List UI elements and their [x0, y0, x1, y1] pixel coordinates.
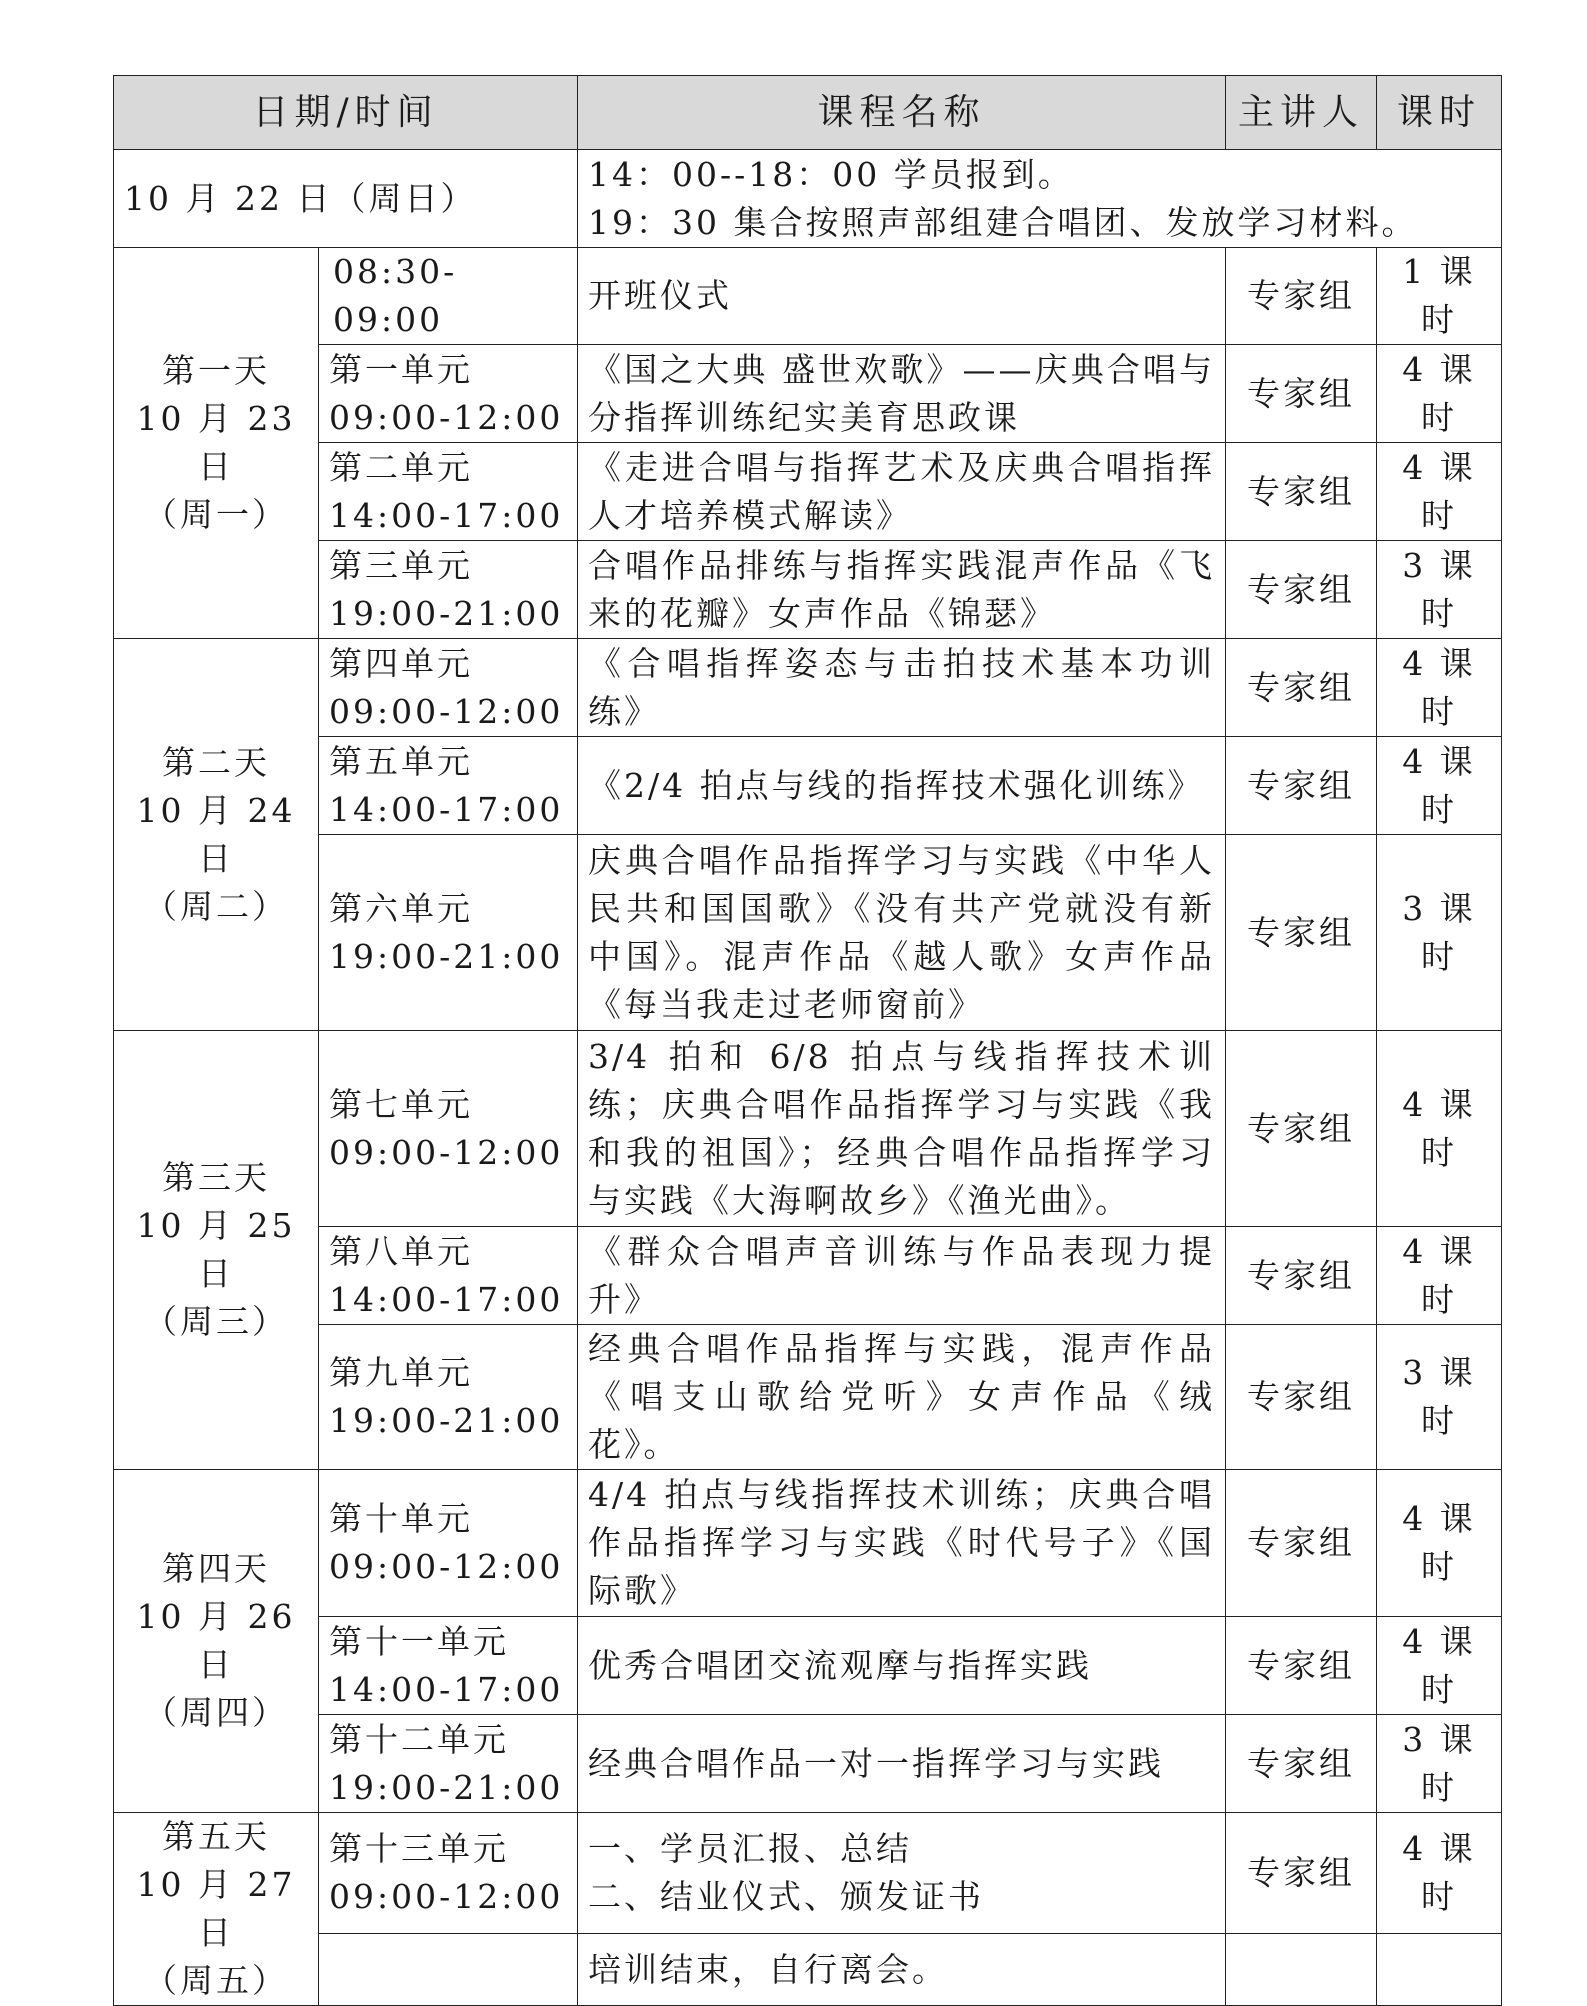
hours: 3 课时 [1377, 541, 1502, 639]
registration-row [114, 150, 1502, 248]
session-cell [319, 1813, 578, 1934]
day-cell [114, 639, 319, 1031]
lecturer: 专家组 [1226, 1715, 1377, 1813]
lecturer: 专家组 [1226, 1813, 1377, 1934]
header-lecturer: 主讲人 [1226, 76, 1377, 150]
session-time: 08:30-09:00 [319, 248, 578, 345]
table-row [114, 1617, 1502, 1715]
session-cell [319, 1617, 578, 1715]
day-date: 10 月 27 日 [136, 1865, 296, 1952]
course-line: 一、学员汇报、总结 [588, 1829, 913, 1869]
session-time: 19:00-21:00 [329, 1767, 564, 1807]
table-row [114, 1325, 1502, 1470]
course-name: 经典合唱作品一对一指挥学习与实践 [578, 1715, 1226, 1813]
hours: 3 课时 [1377, 1325, 1502, 1470]
session-cell [319, 1325, 578, 1470]
table-row [114, 1227, 1502, 1325]
session-time: 09:00-12:00 [329, 1547, 564, 1586]
course-name [578, 1813, 1226, 1934]
hours: 4 课时 [1377, 1470, 1502, 1617]
header-hours: 课时 [1377, 76, 1502, 150]
session-time: 09:00-12:00 [329, 691, 564, 731]
hours: 4 课时 [1377, 1813, 1502, 1934]
lecturer: 专家组 [1226, 1227, 1377, 1325]
session-time: 14:00-17:00 [329, 1279, 564, 1319]
lecturer: 专家组 [1226, 1325, 1377, 1470]
table-row [114, 443, 1502, 541]
unit-name: 第八单元 [329, 1231, 473, 1271]
session-time: 09:00-12:00 [329, 397, 564, 437]
session-time: 19:00-21:00 [329, 936, 564, 976]
hours: 4 课时 [1377, 1617, 1502, 1715]
session-cell [319, 345, 578, 443]
session-time: 14:00-17:00 [329, 1669, 564, 1709]
table-row [114, 1715, 1502, 1813]
table-row [114, 1031, 1502, 1227]
course-name: 《群众合唱声音训练与作品表现力提升》 [578, 1227, 1226, 1325]
lecturer: 专家组 [1226, 1470, 1377, 1617]
day-name: 第一天 [162, 351, 270, 390]
session-time [319, 1934, 578, 2006]
day-date: 10 月 26 日 [136, 1597, 296, 1684]
session-time: 14:00-17:00 [329, 495, 564, 535]
unit-name: 第十三单元 [329, 1829, 509, 1869]
unit-name: 第十一单元 [329, 1621, 509, 1661]
unit-name: 第七单元 [329, 1084, 473, 1124]
table-row [114, 248, 1502, 345]
hours: 4 课时 [1377, 345, 1502, 443]
day-name: 第四天 [162, 1549, 270, 1588]
course-name: 《走进合唱与指挥艺术及庆典合唱指挥人才培养模式解读》 [578, 443, 1226, 541]
course-name: 培训结束，自行离会。 [578, 1934, 1226, 2006]
hours: 3 课时 [1377, 835, 1502, 1031]
lecturer: 专家组 [1226, 639, 1377, 737]
course-name: 《国之大典 盛世欢歌》——庆典合唱与分指挥训练纪实美育思政课 [578, 345, 1226, 443]
session-cell [319, 737, 578, 835]
course-name: 开班仪式 [578, 248, 1226, 345]
session-cell [319, 1227, 578, 1325]
table-row [114, 737, 1502, 835]
hours: 4 课时 [1377, 1227, 1502, 1325]
lecturer: 专家组 [1226, 248, 1377, 345]
unit-name: 第三单元 [329, 545, 473, 585]
registration-line: 19：30 集合按照声部组建合唱团、发放学习材料。 [588, 202, 1418, 242]
table-row [114, 541, 1502, 639]
session-cell [319, 1031, 578, 1227]
course-name: 优秀合唱团交流观摩与指挥实践 [578, 1617, 1226, 1715]
day-cell [114, 1031, 319, 1470]
day-cell [114, 1470, 319, 1813]
session-cell [319, 541, 578, 639]
session-cell [319, 835, 578, 1031]
registration-date: 10 月 22 日（周日） [114, 150, 578, 248]
day-weekday: （周五） [144, 1961, 288, 2000]
hours: 4 课时 [1377, 1031, 1502, 1227]
course-name: 3/4 拍和 6/8 拍点与线指挥技术训练；庆典合唱作品指挥学习与实践《我和我的祖国》；经典合唱作品指挥学习与实践《大海啊故乡》《渔光曲》。 [578, 1031, 1226, 1227]
lecturer: 专家组 [1226, 345, 1377, 443]
registration-info [578, 150, 1502, 248]
day-name: 第二天 [162, 742, 270, 782]
course-name: 庆典合唱作品指挥学习与实践《中华人民共和国国歌》《没有共产党就没有新中国》。混声作品《越人歌》女声作品《每当我走过老师窗前》 [578, 835, 1226, 1031]
session-cell [319, 639, 578, 737]
table-row [114, 639, 1502, 737]
day-cell [114, 1813, 319, 2006]
unit-name: 第一单元 [329, 349, 473, 389]
session-time: 09:00-12:00 [329, 1877, 564, 1917]
day-name: 第三天 [162, 1158, 270, 1197]
course-name: 经典合唱作品指挥与实践，混声作品《唱支山歌给党听》女声作品《绒花》。 [578, 1325, 1226, 1470]
day-weekday: （周三） [144, 1302, 288, 1341]
lecturer: 专家组 [1226, 443, 1377, 541]
session-time: 14:00-17:00 [329, 789, 564, 829]
day-date: 10 月 24 日 [136, 790, 296, 878]
session-time: 19:00-21:00 [329, 1401, 564, 1440]
day-date: 10 月 23 日 [136, 399, 296, 486]
session-cell [319, 443, 578, 541]
lecturer: 专家组 [1226, 835, 1377, 1031]
header-date-time: 日期/时间 [114, 76, 578, 150]
course-schedule-table [113, 75, 1502, 2006]
hours: 4 课时 [1377, 737, 1502, 835]
lecturer: 专家组 [1226, 1031, 1377, 1227]
course-name: 4/4 拍点与线指挥技术训练；庆典合唱作品指挥学习与实践《时代号子》《国际歌》 [578, 1470, 1226, 1617]
registration-line: 14：00--18：00 学员报到。 [588, 154, 1074, 194]
unit-name: 第五单元 [329, 741, 473, 781]
course-line: 二、结业仪式、颁发证书 [588, 1877, 985, 1917]
session-time: 09:00-12:00 [329, 1132, 564, 1172]
hours: 1 课时 [1377, 248, 1502, 345]
course-name: 《2/4 拍点与线的指挥技术强化训练》 [578, 737, 1226, 835]
unit-name: 第九单元 [329, 1353, 473, 1392]
day-weekday: （周二） [144, 886, 288, 926]
day-weekday: （周四） [144, 1693, 288, 1732]
table-row [114, 345, 1502, 443]
hours [1377, 1934, 1502, 2006]
lecturer: 专家组 [1226, 1617, 1377, 1715]
hours: 4 课时 [1377, 639, 1502, 737]
day-weekday: （周一） [144, 495, 288, 534]
table-row [114, 1470, 1502, 1617]
unit-name: 第四单元 [329, 643, 473, 683]
table-row [114, 1934, 1502, 2006]
day-name: 第五天 [162, 1817, 270, 1856]
course-name: 合唱作品排练与指挥实践混声作品《飞来的花瓣》女声作品《锦瑟》 [578, 541, 1226, 639]
table-row [114, 1813, 1502, 1934]
day-date: 10 月 25 日 [136, 1206, 296, 1293]
unit-name: 第六单元 [329, 888, 473, 928]
day-cell [114, 248, 319, 639]
table-row [114, 835, 1502, 1031]
hours: 3 课时 [1377, 1715, 1502, 1813]
lecturer: 专家组 [1226, 737, 1377, 835]
header-course-name: 课程名称 [578, 76, 1226, 150]
unit-name: 第十单元 [329, 1499, 473, 1538]
hours: 4 课时 [1377, 443, 1502, 541]
lecturer: 专家组 [1226, 541, 1377, 639]
session-cell [319, 1470, 578, 1617]
session-time: 19:00-21:00 [329, 593, 564, 633]
unit-name: 第二单元 [329, 447, 473, 487]
header-row [114, 76, 1502, 150]
lecturer [1226, 1934, 1377, 2006]
unit-name: 第十二单元 [329, 1719, 509, 1759]
course-name: 《合唱指挥姿态与击拍技术基本功训练》 [578, 639, 1226, 737]
session-cell [319, 1715, 578, 1813]
